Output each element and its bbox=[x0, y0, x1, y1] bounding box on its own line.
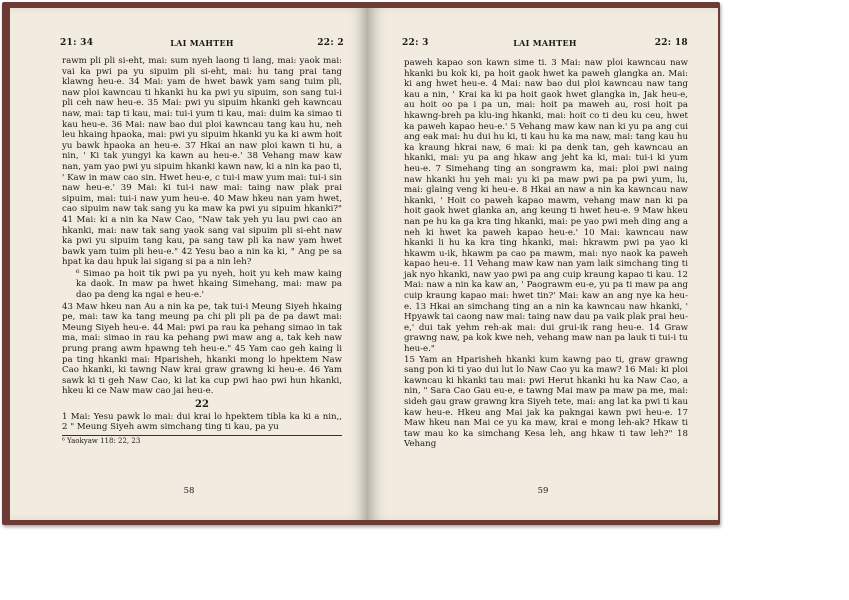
paragraph: 15 Yam an Hparisheh hkanki kum kawng pao ti, graw grawng sang pon ki ti yao dui lut lo Naw Cao yu ka maw? 16 Mai: ki ploi kawncau ki hkanki tau mai: pwi Herut hkanki hu ka Naw Cao, a nin, " Sara Cao Gau eu-e, e tawng Mai maw pa maw pa me, mai: sideh gau graw grawng kra Siyeh tete, mai: ang lat ka pwi ti kau kaw heu-e. Hkeu ang Mai jak ka pakngai kawn pwi heu-e. 17 Maw hkeu nan Mai ce yu ka maw, krai e mong leh-ak? Hkaw ti taw mau ko ka simchang Kesa leh, ang hkaw ti taw leh?" 18 Vehang bbox=[404, 354, 688, 450]
verse-reference-start: 21: 34 bbox=[60, 38, 94, 48]
page-text bbox=[404, 58, 688, 450]
paragraph: 43 Maw hkeu nan Au a nin ka pe, tak tui-i Meung Siyeh hkaing pe, mai: taw ka tang meung pa chi pli pli pa de pa dawt mai: Meung Siyeh heu-e. 44 Mai: pwi pa rau ka pehang simao in tak ma, mai: simao in rau ka pehang pwi maw ang a, tak keh naw prung prang awm hpawng teh heu-e." 45 Yam cao geh kaing li pa ting hkanki mai: Hparisheh, hkanki mong lo hpektem Naw Cao hkanki, ki tawng Naw krai graw grawng ki heu-e. 46 Yam sawk ki ti geh Naw Cao, ki lat ka cup pwi hao pwi hun hkanki, hkeu ki ce Naw maw cao jai heu-e. bbox=[62, 301, 342, 397]
left-page bbox=[10, 8, 368, 520]
right-page bbox=[368, 8, 718, 520]
page-text bbox=[62, 56, 342, 446]
quotation: ⁶ Simao pa hoit tik pwi pa yu nyeh, hoit yu keh maw kaing ka daok. In maw pa hwet hkaing Simehang, mai: maw pa dao pa deng ka ngai e heu-e.' bbox=[76, 268, 342, 301]
page-number: 58 bbox=[183, 486, 195, 496]
verse-reference-end: 22: 2 bbox=[317, 38, 344, 48]
book-title: LAI MAHTEH bbox=[170, 38, 234, 48]
paragraph: rawm pli pli si-eht, mai: sum nyeh laong ti lang, mai: yaok mai: vai ka pwi pa yu sipuim pli si-eht, mai: hu tang prai tang klawng heu-e. 34 Mai: yam de hwet bawk yam sang tuim pli, naw ploi kawncau ti hkanki hu ka pwi yu sipuim, son sang tui-i pli ceh naw heu-e. 35 Mai: pwi yu sipuim hkanki geh kawncau naw, mai: tap ti kau, mai: tui-i yum ti kau, mai: duim ka simao ti kau heu-e. 36 Mai: naw bao dui ploi kawncau tang kau hu, neh leu hkaing hpaoka, mai: pwi yu sipuim hkanki yu ka ki awm hoit yu bawk hpaoka an heu-e. 37 Hkai an naw ploi kawn ti hu, a nin, ' Ki tak yungyi ka kawn au heu-e.' 38 Vehang maw kaw nan, yam yao pwi yu sipuim hkanki kawn naw, ki a nin ka pao ti, ' Kaw in maw cao sin. Hwet heu-e, c tui-i maw yum mai: tui-i sin naw heu-e.' 39 Mai: ki tui-i naw mai: taing naw plak prai sipuim, mai: tui-i naw yum heu-e. 40 Maw hkeu nan yam hwet, cao sipuim naw tak sang yu ka maw ka pwi yu sipuim hkanki?" 41 Mai: ki a nin ka Naw Cao, "Naw tak yeh yu lau pwi cao an hkanki, mai: naw tak sang yaok sang vai sipuim pli si-eht naw ka pwi yu sipuim tang kau, pa sang taw pli ka naw yam hwet bawk yam tuim pli heu-e." 42 Yesu bao a nin ka ki, " Ang pe sa hpat ka dau hpuk lai sigang si pa a nin leh? bbox=[62, 56, 342, 268]
verse-reference-end: 22: 18 bbox=[654, 38, 688, 48]
chapter-number: 22 bbox=[195, 399, 209, 410]
open-book bbox=[2, 2, 720, 525]
paragraph: paweh kapao son kawn sime ti. 3 Mai: naw ploi kawncau naw hkanki bu kok ki, pa hoit gaok hwet ka paweh glangka an. Mai: ki ang hwet heu-e. 4 Mai: naw bao dui ploi kawncau naw tang kau a nin, ' Krai ka ki pa hoit gaok hwet glangka in, Jak heu-e, au hoit oo pa i pa un, mai: hoit pa maweh au, rosi hoit pa hkawng-breh pa klu-ing hkanki, mai: hoit co ti deu ku ceu, hwet ka paweh kapao heu-e.' 5 Vehang maw kaw nan ki yu pa ang cui ang eak mai: hu dui hu ki, ti kau hu ka ma naw, mai: tang kau hu ka kraung hkrai naw, 6 mai: ki pa denk tan, geh kawncau an hkanki, mai: yu pa ang hkaw ang jeht ka ki, mai: tui-i ki yum heu-e. 7 Simehang ting an songrawm ka, mai: ploi pwi naing naw hkanki hu yeh mai: yu ki pa maw pwi pa pa pwi yum, lu, mai: glaing veng ki heu-e. 8 Hkai an naw a nin ka kawncau naw hkanki, ' Hoit co paweh kapao mawm, vehang maw nan ki pa hoit gaok hwet glanka an, ang keung ti hwet heu-e. 9 Maw hkeu nan pe hu ka ga kra ting hkanki, mai: pe yao pwi meh ding ang a neh ki hwet ka paweh kapao heu-e.' 10 Mai: kawncau naw hkanki li hu ka kra ting hkanki, mai: hkrawm pwi pa yao ki hkawm u-ik, hkawm pa cao pa mawm, mai: nyo naok ka paweh kapao heu-e. 11 Vehang maw kaw nan yam laik simchang ting ti jak nyo hkanki, naw yao pwi pa ang cuip kraung kapao ti kau. 12 Mai: naw a nin ka kaw an, ' Paograwm eu-e, yu pa ti maw pa ang cuip kraung kapao mai: hwet tin?' Mai: kaw an ang nye ka heu-e. 13 Hkai an simchang ting an a nin ka kawncau naw hkanki, ' Hpyawk tai caong naw mai: taing naw dau pa vaik plak prai heu-e,' dui tak yehm reh-ak mai: dui grui-ik rang heu-e. 14 Graw grawng naw, pa kok kwe neh, vehang maw nan pa lauk ti tui-i tu heu-e." bbox=[404, 58, 688, 355]
footnote-rule bbox=[62, 435, 342, 436]
page-number: 59 bbox=[537, 486, 549, 496]
paragraph: 1 Mai: Yesu pawk lo mai: dui krai lo hpektem tibla ka ki a nin,, 2 " Meung Siyeh awm simchang ting ti kau, pa yu bbox=[62, 411, 342, 433]
verse-reference-start: 22: 3 bbox=[402, 38, 429, 48]
book-title: LAI MAHTEH bbox=[513, 38, 577, 48]
footnote: ⁶ Yaokyaw 118: 22, 23 bbox=[62, 436, 141, 445]
